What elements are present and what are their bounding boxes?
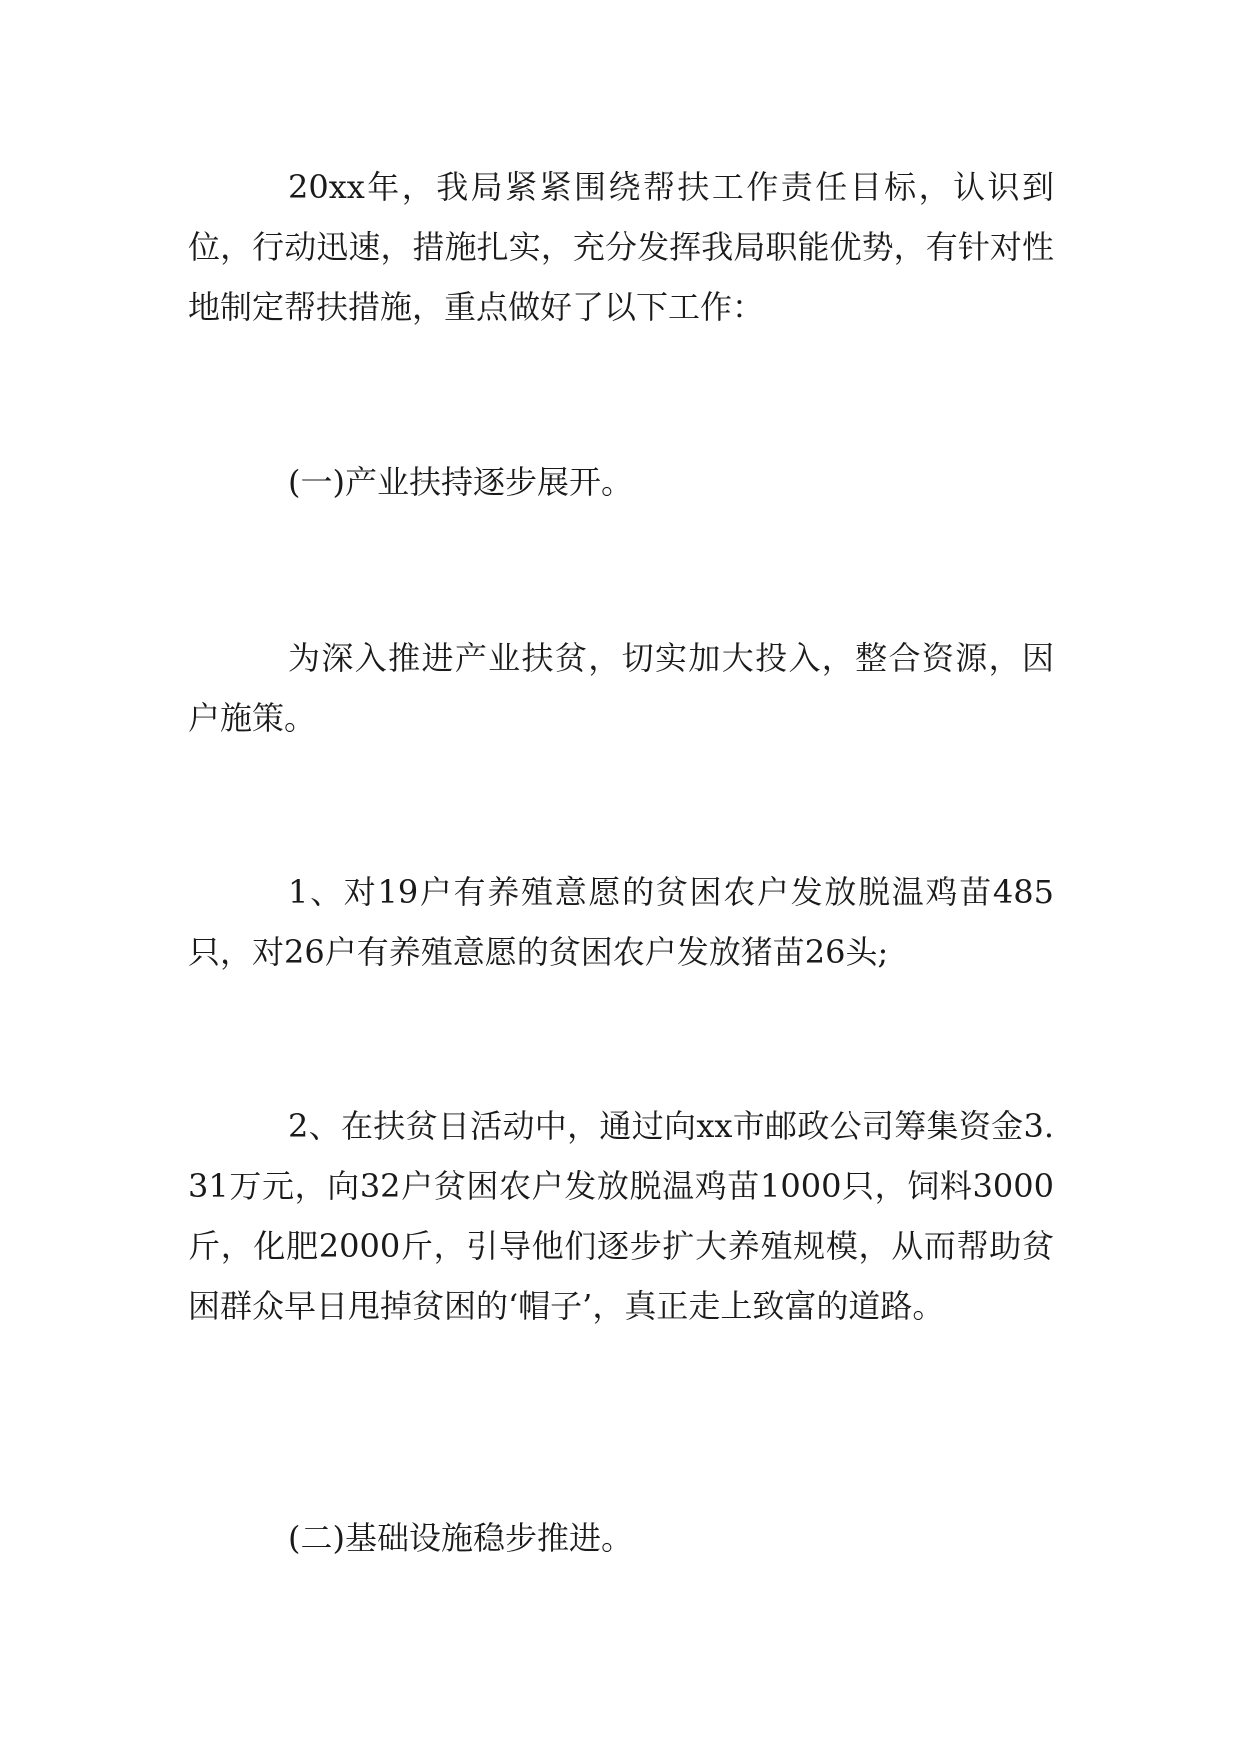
- paragraph-item-1: 1、对19户有养殖意愿的贫困农户发放脱温鸡苗485只，对26户有养殖意愿的贫困农户发放猪苗26头;: [188, 873, 1054, 971]
- section-heading-industry-support: (一)产业扶持逐步展开。: [288, 463, 633, 501]
- paragraph-item-2: 2、在扶贫日活动中，通过向xx市邮政公司筹集资金3.31万元，向32户贫困农户发放脱温鸡苗1000只，饲料3000斤，化肥2000斤，引导他们逐步扩大养殖规模，从而帮助贫困群众早日甩掉贫困的‘帽子’，真正走上致富的道路。: [188, 1107, 1054, 1325]
- paragraph-intro: 20xx年，我局紧紧围绕帮扶工作责任目标，认识到位，行动迅速，措施扎实，充分发挥我局职能优势，有针对性地制定帮扶措施，重点做好了以下工作：: [188, 168, 1054, 326]
- paragraph-industry-overview: 为深入推进产业扶贫，切实加大投入，整合资源，因户施策。: [188, 639, 1054, 737]
- section-heading-infrastructure: (二)基础设施稳步推进。: [288, 1519, 633, 1557]
